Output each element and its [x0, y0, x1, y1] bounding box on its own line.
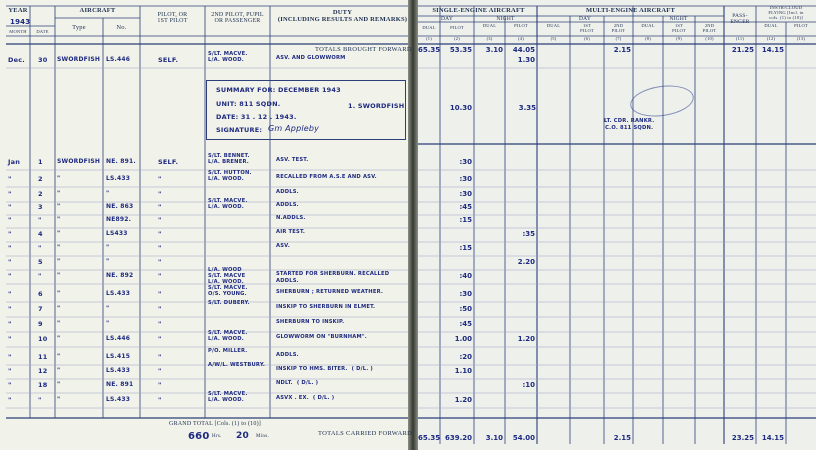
column-number: (6)	[584, 36, 590, 41]
row-month: "	[8, 335, 12, 343]
row-pilot: SELF.	[158, 56, 179, 64]
totals-brought-forward-label: TOTALS BROUGHT FORWARD	[315, 46, 412, 53]
row-date: 18	[38, 381, 48, 389]
column-number: (3)	[486, 36, 493, 41]
row-month: "	[8, 203, 12, 211]
row-pilot: "	[158, 190, 162, 198]
sub-header-dual: DUAL	[546, 23, 561, 28]
row-month: Dec.	[8, 56, 25, 64]
column-number: (7)	[615, 36, 622, 41]
row-aircraft-no: "	[106, 305, 110, 312]
column-number: (8)	[645, 36, 651, 41]
row-month: Jan	[8, 158, 21, 166]
instrument-header: INSTR/CLOUD FLYING [Incl. in cols. (1) to (10)]	[768, 5, 804, 20]
row-duty: STARTED FOR SHERBURN. RECALLED ADDLS.	[276, 271, 390, 284]
row-pilot: "	[158, 320, 162, 328]
aircraft-header: AIRCRAFT	[79, 7, 116, 14]
row-second-pilot: L/A. WOOD S/LT. MACVE L/A. WOOD.	[208, 267, 246, 285]
row-aircraft-no: "	[106, 320, 110, 327]
row-aircraft-type: "	[57, 367, 61, 374]
sub-header-pilot: PILOT	[514, 23, 528, 28]
date-header: DATE	[36, 29, 49, 34]
row-date: 2	[38, 175, 43, 183]
row-second-pilot: S/LT. MACVE. O/S. YOUNG.	[208, 285, 248, 297]
row-pilot: SELF.	[158, 158, 179, 166]
brought-forward-value: 53.35	[449, 46, 472, 54]
row-aircraft-type: "	[57, 381, 61, 388]
grand-total-minutes: 20	[236, 431, 249, 441]
column-number: (9)	[676, 36, 682, 41]
row-date: 30	[38, 56, 48, 64]
summary-aircraft: 1. SWORDFISH	[348, 102, 405, 110]
row-day-pilot: :15	[459, 244, 472, 252]
row-aircraft-no: "	[106, 258, 110, 265]
carried-forward-value: 14.15	[761, 434, 784, 442]
row-month: "	[8, 175, 12, 183]
summary-day-total: 10.30	[449, 104, 472, 112]
row-date: "	[38, 244, 42, 252]
row-pilot: "	[158, 216, 162, 224]
brought-forward-value: 2.15	[613, 46, 631, 54]
row-aircraft-type: "	[57, 203, 61, 210]
row-aircraft-type: SWORDFISH	[57, 56, 101, 63]
duty-header: DUTY (INCLUDING RESULTS AND REMARKS)	[277, 9, 408, 23]
year-header: YEAR	[8, 7, 28, 14]
row-aircraft-no: NE. 892	[106, 272, 134, 279]
summary-unit: UNIT: 811 SQDN.	[216, 100, 281, 108]
row-day-pilot: :45	[459, 320, 472, 328]
carried-forward-value: 2.15	[613, 434, 631, 442]
row-night-pilot: :10	[522, 381, 535, 389]
row-month: "	[8, 244, 12, 252]
column-number: (2)	[454, 36, 460, 41]
carried-forward-value: 3.10	[485, 434, 503, 442]
me-night-header: NIGHT	[669, 16, 688, 22]
sub-header-se-day-pilot: PILOT	[450, 25, 464, 30]
single-engine-header: SINGLE-ENGINE AIRCRAFT	[432, 7, 525, 14]
row-month: "	[8, 320, 12, 328]
row-month: "	[8, 272, 12, 280]
row-day-pilot: :45	[459, 203, 472, 211]
row-day-pilot: 1.00	[454, 335, 472, 343]
row-month: "	[8, 305, 12, 313]
row-second-pilot: S/LT. DUBERY.	[208, 300, 250, 306]
summary-signature: Gm Appleby	[268, 124, 320, 133]
row-night-pilot: 1.30	[517, 56, 535, 64]
row-night-pilot: 2.20	[517, 258, 535, 266]
row-aircraft-type: "	[57, 190, 61, 197]
passenger-header: PASS- ENGER	[730, 13, 750, 25]
brought-forward-value: 44.05	[512, 46, 535, 54]
se-day-header: DAY	[440, 16, 453, 22]
row-pilot: "	[158, 244, 162, 252]
row-aircraft-no: LS.415	[106, 353, 131, 360]
no-header: No.	[116, 24, 127, 31]
row-duty: RECALLED FROM A.S.E AND ASV.	[276, 174, 377, 180]
sub-header-dual: DUAL	[482, 23, 497, 28]
row-second-pilot: S/LT. BENNET. L/A. BRENER.	[208, 153, 250, 165]
column-number: (5)	[550, 36, 557, 41]
row-date: 11	[38, 353, 48, 361]
brought-forward-value: 21.25	[731, 46, 754, 54]
row-aircraft-no: "	[106, 244, 110, 251]
row-date: "	[38, 216, 42, 224]
row-duty: GLOWWORM ON "BURNHAM".	[276, 334, 367, 340]
row-month: "	[8, 396, 12, 404]
row-pilot: "	[158, 367, 162, 375]
row-night-pilot: :35	[522, 230, 535, 238]
row-date: 3	[38, 203, 43, 211]
row-aircraft-no: LS.446	[106, 56, 131, 63]
grand-total-minutes-label: Mins.	[256, 434, 270, 439]
grand-total-label: GRAND TOTAL [Cols. (1) to (10)]	[169, 421, 261, 427]
row-month: "	[8, 230, 12, 238]
row-duty: SHERBURN TO INSKIP.	[276, 319, 345, 325]
row-second-pilot: S/LT. HUTTON. L/A. WOOD.	[208, 170, 252, 182]
row-date: 5	[38, 258, 43, 266]
row-month: "	[8, 190, 12, 198]
row-aircraft-type: "	[57, 175, 61, 182]
row-date: 12	[38, 367, 48, 375]
column-number: (1)	[426, 36, 432, 41]
sub-header-pilot: PILOT	[794, 23, 808, 28]
sub-header-dual: DUAL	[641, 23, 655, 28]
row-duty: N.ADDLS.	[276, 215, 306, 221]
row-second-pilot: S/LT. MACVE. L/A. WOOD.	[208, 198, 248, 210]
summary-signature-label: SIGNATURE:	[216, 126, 263, 134]
row-duty: ADDLS.	[276, 352, 299, 358]
row-aircraft-no: LS.433	[106, 396, 131, 403]
row-day-pilot: :40	[459, 272, 472, 280]
row-day-pilot: :30	[459, 290, 472, 298]
row-date: 6	[38, 290, 43, 298]
sub-header-first-pilot: 1ST PILOT	[672, 23, 686, 33]
row-second-pilot: P/O. MILLER.	[208, 348, 248, 354]
row-aircraft-type: "	[57, 353, 61, 360]
grand-total-hours-label: Hrs.	[212, 434, 222, 439]
row-aircraft-no: LS.433	[106, 175, 131, 182]
row-date: 9	[38, 320, 43, 328]
type-header: Type	[72, 24, 86, 31]
row-aircraft-type: "	[57, 258, 61, 265]
pilot-header: PILOT, OR 1ST PILOT	[157, 12, 188, 25]
row-aircraft-no: LS.433	[106, 367, 131, 374]
column-number: (11)	[735, 36, 745, 41]
sub-header-se-day-dual: DUAL	[422, 25, 436, 30]
row-day-pilot: :50	[459, 305, 472, 313]
row-pilot: "	[158, 258, 162, 266]
row-month: "	[8, 258, 12, 266]
summary-title: SUMMARY FOR: DECEMBER 1943	[216, 86, 341, 94]
grand-total-hours: 660	[188, 431, 210, 442]
row-aircraft-no: NE892.	[106, 216, 132, 223]
row-aircraft-type: "	[57, 305, 61, 312]
row-duty: INSKIP TO HMS. BITER. ( D/L. )	[276, 366, 374, 372]
row-aircraft-type: "	[57, 290, 61, 297]
brought-forward-value: 14.15	[761, 46, 784, 54]
brought-forward-value: 65.35	[418, 46, 441, 54]
row-aircraft-type: "	[57, 272, 61, 279]
row-month: "	[8, 290, 12, 298]
row-pilot: "	[158, 396, 162, 404]
sub-header-second-pilot: 2ND PILOT	[702, 23, 717, 33]
row-duty: ADDLS.	[276, 189, 299, 195]
row-second-pilot: S/LT. MACVE. L/A. WOOD.	[208, 330, 248, 342]
totals-carried-forward-label: TOTALS CARRIED FORWARD	[318, 430, 413, 437]
row-pilot: "	[158, 335, 162, 343]
se-night-header: NIGHT	[496, 16, 515, 22]
row-duty: INSKIP TO SHERBURN IN ELMET.	[276, 304, 376, 310]
row-duty: SHERBURN ; RETURNED WEATHER.	[276, 289, 384, 295]
row-month: "	[8, 381, 12, 389]
co-stamp-text: LT. CDR. RANKR. C.O. 811 SQDN.	[604, 118, 655, 132]
column-number: (4)	[518, 36, 524, 41]
row-aircraft-no: NE. 891.	[106, 158, 136, 165]
multi-engine-header: MULTI-ENGINE AIRCRAFT	[585, 7, 675, 14]
carried-forward-value: 23.25	[731, 434, 754, 442]
column-number: (13)	[796, 36, 806, 41]
row-aircraft-type: "	[57, 230, 61, 237]
row-second-pilot: A/W/L. WESTBURY.	[208, 362, 266, 368]
column-number: (10)	[705, 36, 714, 41]
column-number: (12)	[766, 36, 776, 41]
row-day-pilot: 1.10	[454, 367, 472, 375]
row-day-pilot: :15	[459, 216, 472, 224]
row-aircraft-no: NE. 891	[106, 381, 134, 388]
year-value: 1943	[10, 18, 31, 26]
row-pilot: "	[158, 381, 162, 389]
row-date: 2	[38, 190, 43, 198]
row-pilot: "	[158, 203, 162, 211]
row-date: "	[38, 396, 42, 404]
carried-forward-value: 65.35	[418, 434, 441, 442]
row-aircraft-no: LS.433	[106, 290, 131, 297]
summary-date: DATE: 31 . 12 . 1943.	[216, 113, 297, 121]
row-month: "	[8, 353, 12, 361]
sub-header-second-pilot: 2ND PILOT	[611, 23, 626, 33]
row-date: 4	[38, 230, 43, 238]
row-day-pilot: :30	[459, 158, 472, 166]
row-day-pilot: 1.20	[454, 396, 472, 404]
row-duty: ASV.	[276, 243, 290, 249]
row-aircraft-type: SWORDFISH	[57, 158, 101, 165]
row-second-pilot: S/LT. MACVE. L/A. WOOD.	[208, 391, 248, 403]
carried-forward-value: 639.20	[444, 434, 472, 442]
row-day-pilot: :20	[459, 353, 472, 361]
row-second-pilot: S/LT. MACVE. L/A. WOOD.	[208, 51, 248, 63]
carried-forward-value: 54.00	[512, 434, 535, 442]
row-aircraft-type: "	[57, 396, 61, 403]
row-pilot: "	[158, 175, 162, 183]
row-date: 10	[38, 335, 48, 343]
row-pilot: "	[158, 290, 162, 298]
sub-header-dual: DUAL	[764, 23, 778, 28]
row-date: 1	[38, 158, 43, 166]
row-pilot: "	[158, 305, 162, 313]
summary-night-total: 3.35	[518, 104, 536, 112]
row-aircraft-type: "	[57, 216, 61, 223]
row-month: "	[8, 216, 12, 224]
row-duty: ASVX . EX. ( D/L. )	[276, 395, 335, 401]
brought-forward-value: 3.10	[485, 46, 503, 54]
row-night-pilot: 1.20	[517, 335, 535, 343]
me-day-header: DAY	[578, 16, 591, 22]
sub-header-first-pilot: 1ST PILOT	[580, 23, 594, 33]
row-day-pilot: :30	[459, 190, 472, 198]
row-aircraft-no: LS.446	[106, 335, 131, 342]
second-pilot-header: 2ND PILOT, PUPIL OR PASSENGER	[211, 12, 264, 25]
row-duty: AIR TEST.	[276, 229, 306, 235]
row-day-pilot: :30	[459, 175, 472, 183]
row-aircraft-no: NE. 863	[106, 203, 134, 210]
row-aircraft-type: "	[57, 244, 61, 251]
row-aircraft-no: "	[106, 190, 110, 197]
row-pilot: "	[158, 230, 162, 238]
row-aircraft-type: "	[57, 320, 61, 327]
month-header: MONTH	[9, 29, 27, 34]
row-pilot: "	[158, 353, 162, 361]
row-duty: ASV. AND GLOWWORM	[276, 55, 346, 61]
row-pilot: "	[158, 272, 162, 280]
row-month: "	[8, 367, 12, 375]
row-date: "	[38, 272, 42, 280]
row-aircraft-no: LS433	[106, 230, 128, 237]
row-duty: NDLT. ( D/L. )	[276, 380, 319, 386]
row-duty: ADDLS.	[276, 202, 299, 208]
row-duty: ASV. TEST.	[276, 157, 309, 163]
row-date: 7	[38, 305, 43, 313]
row-aircraft-type: "	[57, 335, 61, 342]
